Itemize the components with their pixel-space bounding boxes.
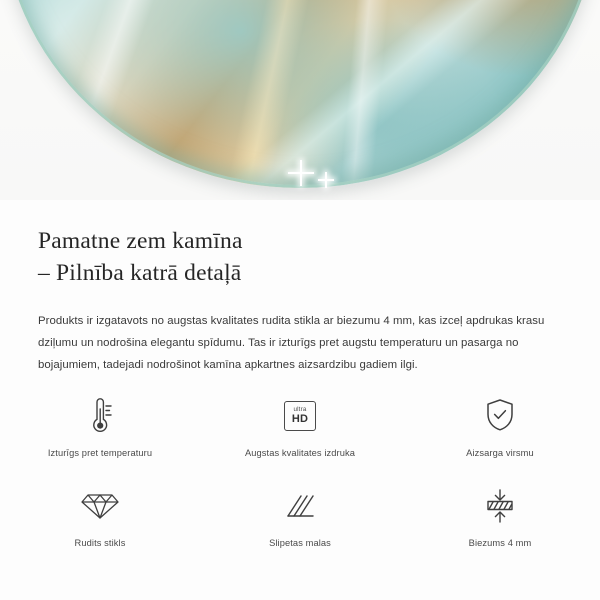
description-paragraph: Produkts ir izgatavots no augstas kvalitates rudita stikla ar biezumu 4 mm, kas izceļ apdrukas krasu dziļumu un nodrošina elegantu spīdumu. Tas ir izturīgs pret augstu temperaturu un pasarga no bojajumiem, tadejadi nodrošinot kamīna apkartnes aizsardzibu gadiem ilgi. [38,314,545,372]
ultra-hd-icon [284,394,316,438]
feature-item [200,484,400,548]
marble-glass-disc [2,0,598,188]
text-content [0,226,600,377]
feature-label: Izturīgs pret temperaturu [47,448,153,458]
feature-item [400,394,600,458]
hero-image [0,0,600,200]
feature-item [0,484,200,548]
feature-label: Slipetas malas [269,538,331,548]
title-line-2: – Pilnība katrā detaļā [38,259,242,286]
thermometer-icon [83,394,117,438]
feature-grid [0,394,600,548]
feature-label: Aizsarga virsmu [466,448,534,458]
feature-item [400,484,600,548]
feature-label: Rudits stikls [74,538,126,548]
feature-label: Augstas kvalitates izdruka [244,448,356,458]
feature-item [0,394,200,458]
shield-check-icon [483,394,517,438]
feature-label: Biezums 4 mm [468,538,532,548]
diamond-icon [81,484,119,528]
polished-edges-icon [283,484,317,528]
page-title [38,226,562,290]
badge-bottom-text: HD [291,413,309,426]
feature-item [200,394,400,458]
thickness-icon [482,484,518,528]
title-line-1: Pamatne zem kamīna [38,228,243,254]
badge-top-text: ultra [293,405,307,413]
